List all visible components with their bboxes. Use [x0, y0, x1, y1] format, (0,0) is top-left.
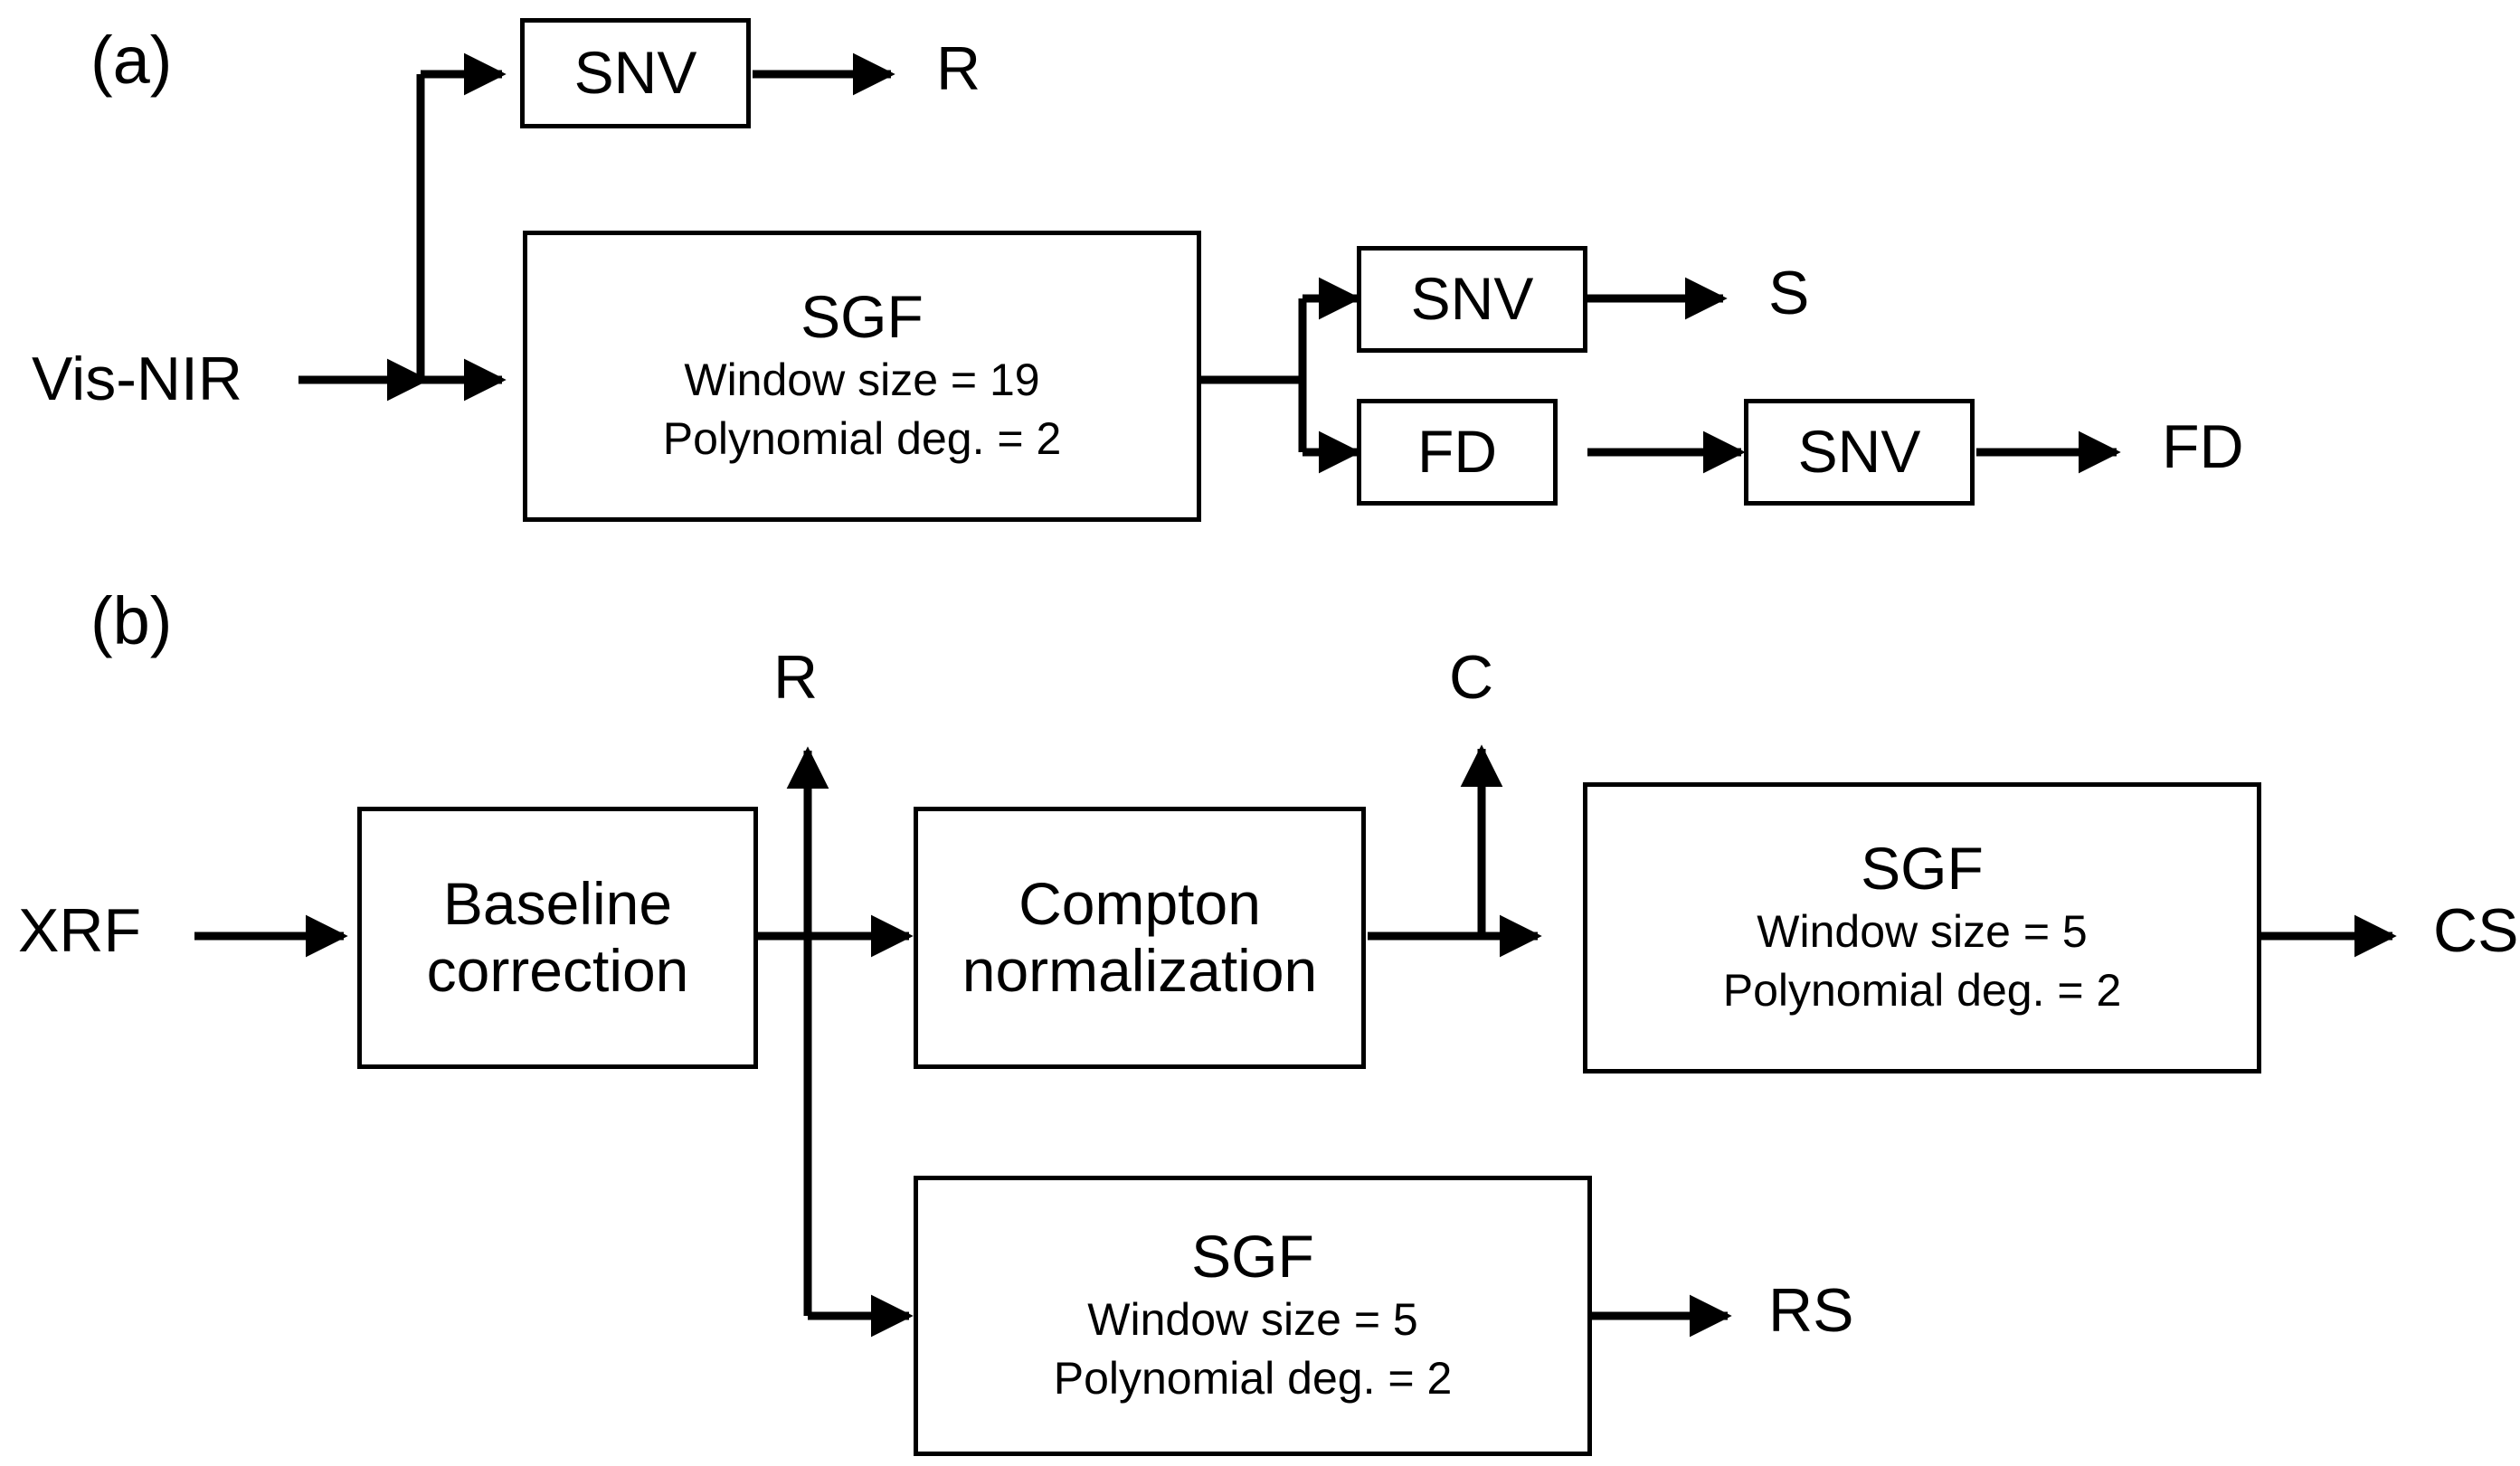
- panel-a-input-vis-nir: Vis-NIR: [32, 345, 242, 413]
- panel-b-compton-normalization-label: Compton normalization: [962, 870, 1318, 1004]
- panel-b-output-r: R: [773, 643, 819, 712]
- panel-a-sgf-title: SGF: [801, 283, 924, 351]
- panel-b-baseline-correction-box[interactable]: [357, 807, 758, 1069]
- panel-b-sgf-bottom-title: SGF: [1191, 1223, 1314, 1291]
- panel-a-output-fd: FD: [2162, 412, 2244, 481]
- panel-b-sgf-top-polynomial-degree: Polynomial deg. = 2: [1722, 964, 2122, 1016]
- panel-label-a: (a): [90, 23, 173, 98]
- panel-a-sgf-box[interactable]: [523, 231, 1201, 522]
- panel-a-fd-box[interactable]: [1357, 399, 1558, 506]
- panel-b-output-rs: RS: [1768, 1276, 1854, 1345]
- panel-a-snv-bottom-box[interactable]: [1744, 399, 1975, 506]
- panel-a-sgf-polynomial-degree: Polynomial deg. = 2: [662, 412, 1062, 464]
- panel-a-fd-label: FD: [1417, 418, 1497, 486]
- panel-a-snv-mid-box[interactable]: [1357, 246, 1587, 353]
- panel-a-snv-top-box[interactable]: [520, 18, 751, 128]
- panel-label-b: (b): [90, 583, 173, 658]
- panel-a-snv-bottom-label: SNV: [1797, 418, 1921, 486]
- panel-b-sgf-top-title: SGF: [1861, 835, 1984, 903]
- panel-b-compton-normalization-box[interactable]: [914, 807, 1366, 1069]
- panel-b-output-cs: CS: [2433, 896, 2519, 965]
- panel-b-input-xrf: XRF: [18, 896, 141, 965]
- panel-b-baseline-correction-label: Baseline correction: [426, 870, 689, 1004]
- panel-b-sgf-bottom-polynomial-degree: Polynomial deg. = 2: [1053, 1352, 1453, 1404]
- panel-b-sgf-top-box[interactable]: [1583, 782, 2261, 1073]
- panel-b-output-c: C: [1449, 643, 1494, 712]
- panel-a-sgf-window-size: Window size = 19: [684, 354, 1040, 405]
- panel-a-snv-mid-label: SNV: [1410, 265, 1534, 333]
- panel-a-snv-top-label: SNV: [573, 39, 697, 107]
- panel-b-sgf-bottom-box[interactable]: [914, 1176, 1592, 1456]
- panel-b-sgf-top-window-size: Window size = 5: [1757, 905, 2088, 957]
- panel-b-sgf-bottom-window-size: Window size = 5: [1087, 1293, 1418, 1345]
- panel-a-output-s: S: [1768, 259, 1810, 327]
- panel-a-output-r: R: [936, 34, 981, 103]
